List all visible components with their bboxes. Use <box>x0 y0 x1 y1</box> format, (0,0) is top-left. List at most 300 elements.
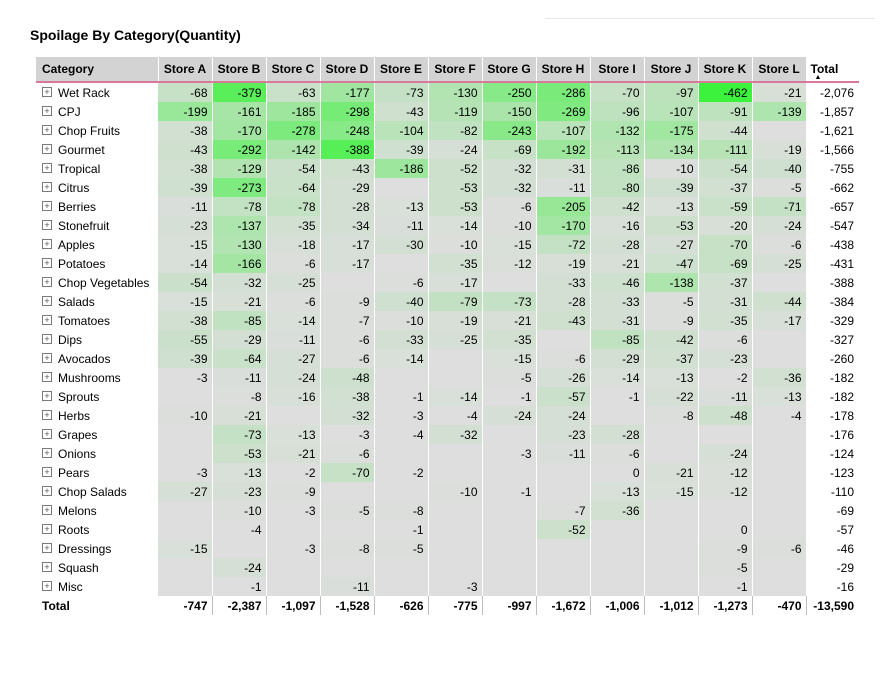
table-cell[interactable] <box>752 463 806 482</box>
row-header-salads[interactable] <box>36 292 158 311</box>
expand-plus-icon[interactable]: + <box>42 524 52 534</box>
column-header-store-h[interactable]: Store H <box>536 57 590 82</box>
table-cell[interactable]: -10 <box>374 311 428 330</box>
expand-plus-icon[interactable]: + <box>42 353 52 363</box>
table-cell[interactable]: -6 <box>752 235 806 254</box>
table-cell[interactable] <box>320 520 374 539</box>
table-cell[interactable]: -13 <box>266 425 320 444</box>
column-header-store-g[interactable]: Store G <box>482 57 536 82</box>
table-cell[interactable]: -24 <box>266 368 320 387</box>
table-cell[interactable]: -35 <box>428 254 482 273</box>
table-cell[interactable]: -53 <box>428 178 482 197</box>
table-cell[interactable]: -15 <box>158 292 212 311</box>
table-cell[interactable] <box>320 558 374 577</box>
table-cell[interactable]: -5 <box>698 558 752 577</box>
table-cell[interactable] <box>482 463 536 482</box>
table-cell[interactable]: -23 <box>212 482 266 501</box>
table-cell[interactable]: -10 <box>428 235 482 254</box>
row-header-squash[interactable] <box>36 558 158 577</box>
table-cell[interactable]: -104 <box>374 121 428 140</box>
table-cell[interactable]: -35 <box>698 311 752 330</box>
table-cell[interactable]: -14 <box>428 216 482 235</box>
table-cell[interactable] <box>374 482 428 501</box>
table-cell[interactable]: -24 <box>752 216 806 235</box>
table-cell[interactable]: -11 <box>374 216 428 235</box>
table-cell[interactable]: -3 <box>482 444 536 463</box>
table-cell[interactable]: -6 <box>752 539 806 558</box>
table-cell[interactable]: -23 <box>536 425 590 444</box>
table-cell[interactable]: -43 <box>374 102 428 121</box>
table-cell[interactable] <box>536 482 590 501</box>
table-cell[interactable]: -3 <box>374 406 428 425</box>
table-cell[interactable]: -17 <box>428 273 482 292</box>
table-cell[interactable] <box>428 444 482 463</box>
table-cell[interactable] <box>428 539 482 558</box>
table-cell[interactable]: -21 <box>644 463 698 482</box>
expand-plus-icon[interactable]: + <box>42 201 52 211</box>
table-cell[interactable]: -1 <box>374 387 428 406</box>
expand-plus-icon[interactable]: + <box>42 505 52 515</box>
table-cell[interactable]: -14 <box>266 311 320 330</box>
expand-plus-icon[interactable]: + <box>42 125 52 135</box>
table-cell[interactable] <box>428 501 482 520</box>
table-cell[interactable]: -38 <box>320 387 374 406</box>
table-cell[interactable]: -243 <box>482 121 536 140</box>
table-cell[interactable]: -68 <box>158 82 212 102</box>
table-cell[interactable]: -6 <box>320 330 374 349</box>
table-cell[interactable]: -139 <box>752 102 806 121</box>
expand-plus-icon[interactable]: + <box>42 486 52 496</box>
table-cell[interactable]: -6 <box>698 330 752 349</box>
table-cell[interactable]: -30 <box>374 235 428 254</box>
table-cell[interactable]: -13 <box>374 197 428 216</box>
row-header-chop-vegetables[interactable] <box>36 273 158 292</box>
table-cell[interactable]: -248 <box>320 121 374 140</box>
table-cell[interactable]: -33 <box>590 292 644 311</box>
expand-plus-icon[interactable]: + <box>42 391 52 401</box>
table-cell[interactable]: -53 <box>644 216 698 235</box>
expand-plus-icon[interactable]: + <box>42 315 52 325</box>
table-cell[interactable]: -53 <box>428 197 482 216</box>
table-cell[interactable] <box>482 520 536 539</box>
table-cell[interactable]: -16 <box>590 216 644 235</box>
table-cell[interactable]: -13 <box>644 368 698 387</box>
table-cell[interactable]: -15 <box>482 235 536 254</box>
table-cell[interactable] <box>698 501 752 520</box>
table-cell[interactable]: -7 <box>536 501 590 520</box>
table-cell[interactable] <box>158 520 212 539</box>
expand-plus-icon[interactable]: + <box>42 144 52 154</box>
table-cell[interactable] <box>482 577 536 596</box>
column-header-store-a[interactable]: Store A <box>158 57 212 82</box>
row-header-misc[interactable] <box>36 577 158 596</box>
table-cell[interactable]: -379 <box>212 82 266 102</box>
table-cell[interactable] <box>428 349 482 368</box>
table-cell[interactable]: -24 <box>698 444 752 463</box>
expand-plus-icon[interactable]: + <box>42 410 52 420</box>
table-cell[interactable]: -24 <box>428 140 482 159</box>
table-cell[interactable]: -36 <box>590 501 644 520</box>
table-cell[interactable]: -298 <box>320 102 374 121</box>
table-cell[interactable]: -37 <box>698 178 752 197</box>
table-cell[interactable] <box>320 273 374 292</box>
table-cell[interactable]: -142 <box>266 140 320 159</box>
column-header-total[interactable] <box>806 57 858 82</box>
table-cell[interactable] <box>158 558 212 577</box>
table-cell[interactable]: -17 <box>752 311 806 330</box>
table-cell[interactable] <box>752 330 806 349</box>
table-cell[interactable]: -40 <box>374 292 428 311</box>
table-cell[interactable] <box>644 520 698 539</box>
table-cell[interactable]: -31 <box>590 311 644 330</box>
table-cell[interactable]: -12 <box>698 482 752 501</box>
table-cell[interactable]: -1 <box>212 577 266 596</box>
row-header-chop-salads[interactable] <box>36 482 158 501</box>
table-cell[interactable]: -43 <box>320 159 374 178</box>
table-cell[interactable]: -29 <box>590 349 644 368</box>
table-cell[interactable]: -71 <box>752 197 806 216</box>
table-cell[interactable]: -97 <box>644 82 698 102</box>
table-cell[interactable] <box>644 539 698 558</box>
table-cell[interactable]: -2 <box>266 463 320 482</box>
table-cell[interactable] <box>482 539 536 558</box>
table-cell[interactable] <box>536 539 590 558</box>
table-cell[interactable] <box>158 387 212 406</box>
table-cell[interactable]: -1 <box>482 387 536 406</box>
table-cell[interactable] <box>644 577 698 596</box>
table-cell[interactable]: -205 <box>536 197 590 216</box>
table-cell[interactable]: -170 <box>536 216 590 235</box>
table-cell[interactable]: -24 <box>482 406 536 425</box>
row-header-citrus[interactable] <box>36 178 158 197</box>
table-cell[interactable]: -150 <box>482 102 536 121</box>
expand-plus-icon[interactable]: + <box>42 106 52 116</box>
table-cell[interactable]: -24 <box>212 558 266 577</box>
expand-plus-icon[interactable]: + <box>42 163 52 173</box>
table-cell[interactable]: -10 <box>428 482 482 501</box>
column-header-store-l[interactable]: Store L <box>752 57 806 82</box>
table-cell[interactable]: -11 <box>158 197 212 216</box>
table-cell[interactable]: -9 <box>266 482 320 501</box>
table-cell[interactable]: -199 <box>158 102 212 121</box>
table-cell[interactable]: -269 <box>536 102 590 121</box>
table-cell[interactable]: -273 <box>212 178 266 197</box>
table-cell[interactable]: -21 <box>266 444 320 463</box>
row-header-berries[interactable] <box>36 197 158 216</box>
table-cell[interactable]: -69 <box>482 140 536 159</box>
expand-plus-icon[interactable]: + <box>42 581 52 591</box>
table-cell[interactable] <box>374 368 428 387</box>
table-cell[interactable]: -43 <box>158 140 212 159</box>
expand-plus-icon[interactable]: + <box>42 239 52 249</box>
table-cell[interactable]: -15 <box>482 349 536 368</box>
table-cell[interactable]: -29 <box>320 178 374 197</box>
table-cell[interactable]: -14 <box>428 387 482 406</box>
row-header-dips[interactable] <box>36 330 158 349</box>
table-cell[interactable]: -1 <box>698 577 752 596</box>
table-cell[interactable] <box>752 520 806 539</box>
table-cell[interactable]: -10 <box>158 406 212 425</box>
table-cell[interactable]: -22 <box>644 387 698 406</box>
table-cell[interactable]: -8 <box>644 406 698 425</box>
row-header-pears[interactable] <box>36 463 158 482</box>
column-header-store-b[interactable]: Store B <box>212 57 266 82</box>
table-cell[interactable] <box>590 406 644 425</box>
table-cell[interactable]: -63 <box>266 82 320 102</box>
table-cell[interactable]: -9 <box>698 539 752 558</box>
table-cell[interactable]: -53 <box>212 444 266 463</box>
row-header-tomatoes[interactable] <box>36 311 158 330</box>
table-cell[interactable]: -91 <box>698 102 752 121</box>
table-cell[interactable]: -4 <box>212 520 266 539</box>
table-cell[interactable]: -32 <box>320 406 374 425</box>
table-cell[interactable]: -55 <box>158 330 212 349</box>
table-cell[interactable]: -38 <box>158 121 212 140</box>
table-cell[interactable]: -14 <box>590 368 644 387</box>
row-header-potatoes[interactable] <box>36 254 158 273</box>
table-cell[interactable]: -5 <box>482 368 536 387</box>
table-cell[interactable]: -27 <box>266 349 320 368</box>
row-header-apples[interactable] <box>36 235 158 254</box>
table-cell[interactable]: -132 <box>590 121 644 140</box>
table-cell[interactable]: -64 <box>266 178 320 197</box>
table-cell[interactable] <box>752 349 806 368</box>
table-cell[interactable] <box>752 482 806 501</box>
table-cell[interactable] <box>428 368 482 387</box>
table-cell[interactable]: -64 <box>212 349 266 368</box>
table-cell[interactable]: -21 <box>752 82 806 102</box>
table-cell[interactable]: -96 <box>590 102 644 121</box>
table-cell[interactable]: -37 <box>644 349 698 368</box>
table-cell[interactable] <box>590 577 644 596</box>
table-cell[interactable] <box>752 558 806 577</box>
table-cell[interactable] <box>266 406 320 425</box>
table-cell[interactable]: -19 <box>536 254 590 273</box>
table-cell[interactable]: -54 <box>158 273 212 292</box>
table-cell[interactable]: -21 <box>212 406 266 425</box>
table-cell[interactable]: -21 <box>482 311 536 330</box>
table-cell[interactable]: -177 <box>320 82 374 102</box>
table-cell[interactable]: -25 <box>752 254 806 273</box>
table-cell[interactable]: -2 <box>374 463 428 482</box>
table-cell[interactable]: -23 <box>158 216 212 235</box>
table-cell[interactable]: -9 <box>644 311 698 330</box>
table-cell[interactable]: -13 <box>212 463 266 482</box>
table-cell[interactable]: -134 <box>644 140 698 159</box>
table-cell[interactable]: -44 <box>752 292 806 311</box>
table-cell[interactable]: -1 <box>590 387 644 406</box>
expand-plus-icon[interactable]: + <box>42 258 52 268</box>
table-cell[interactable]: -8 <box>320 539 374 558</box>
table-cell[interactable]: -3 <box>320 425 374 444</box>
table-cell[interactable]: -14 <box>158 254 212 273</box>
table-cell[interactable]: -111 <box>698 140 752 159</box>
table-cell[interactable]: -15 <box>158 235 212 254</box>
row-header-herbs[interactable] <box>36 406 158 425</box>
table-cell[interactable] <box>752 121 806 140</box>
table-cell[interactable]: -462 <box>698 82 752 102</box>
table-cell[interactable]: -250 <box>482 82 536 102</box>
table-cell[interactable]: -11 <box>320 577 374 596</box>
table-cell[interactable]: -286 <box>536 82 590 102</box>
table-cell[interactable]: -31 <box>698 292 752 311</box>
table-cell[interactable]: -28 <box>536 292 590 311</box>
table-cell[interactable]: -69 <box>698 254 752 273</box>
table-cell[interactable]: -70 <box>590 82 644 102</box>
table-cell[interactable]: -28 <box>590 425 644 444</box>
table-cell[interactable] <box>644 501 698 520</box>
table-cell[interactable]: -4 <box>428 406 482 425</box>
table-cell[interactable]: -18 <box>266 235 320 254</box>
table-cell[interactable]: -70 <box>698 235 752 254</box>
table-cell[interactable] <box>158 577 212 596</box>
table-cell[interactable]: -23 <box>698 349 752 368</box>
table-cell[interactable]: -78 <box>266 197 320 216</box>
table-cell[interactable] <box>428 520 482 539</box>
table-cell[interactable]: -25 <box>266 273 320 292</box>
table-cell[interactable]: -186 <box>374 159 428 178</box>
table-cell[interactable] <box>482 501 536 520</box>
table-cell[interactable] <box>752 425 806 444</box>
table-cell[interactable]: -59 <box>698 197 752 216</box>
table-cell[interactable]: -52 <box>428 159 482 178</box>
table-cell[interactable]: -31 <box>536 159 590 178</box>
expand-plus-icon[interactable]: + <box>42 429 52 439</box>
table-cell[interactable]: -80 <box>590 178 644 197</box>
table-cell[interactable]: -72 <box>536 235 590 254</box>
expand-plus-icon[interactable]: + <box>42 220 52 230</box>
table-cell[interactable] <box>482 273 536 292</box>
table-cell[interactable]: -388 <box>320 140 374 159</box>
table-cell[interactable]: -52 <box>536 520 590 539</box>
table-cell[interactable]: -12 <box>482 254 536 273</box>
table-cell[interactable]: -292 <box>212 140 266 159</box>
table-cell[interactable]: -34 <box>320 216 374 235</box>
table-cell[interactable] <box>536 558 590 577</box>
table-cell[interactable]: -13 <box>752 387 806 406</box>
column-header-store-k[interactable]: Store K <box>698 57 752 82</box>
expand-plus-icon[interactable]: + <box>42 372 52 382</box>
table-cell[interactable]: -16 <box>266 387 320 406</box>
expand-plus-icon[interactable]: + <box>42 562 52 572</box>
table-cell[interactable]: -175 <box>644 121 698 140</box>
table-cell[interactable]: -27 <box>644 235 698 254</box>
table-cell[interactable]: -7 <box>320 311 374 330</box>
table-cell[interactable]: -6 <box>482 197 536 216</box>
table-cell[interactable]: -79 <box>428 292 482 311</box>
table-cell[interactable]: -11 <box>698 387 752 406</box>
table-cell[interactable]: -32 <box>212 273 266 292</box>
table-cell[interactable]: -161 <box>212 102 266 121</box>
table-cell[interactable] <box>374 577 428 596</box>
table-cell[interactable] <box>212 539 266 558</box>
expand-plus-icon[interactable]: + <box>42 277 52 287</box>
table-cell[interactable]: -17 <box>320 235 374 254</box>
table-cell[interactable]: -19 <box>752 140 806 159</box>
table-cell[interactable] <box>428 463 482 482</box>
table-cell[interactable]: -5 <box>752 178 806 197</box>
table-cell[interactable]: -192 <box>536 140 590 159</box>
table-cell[interactable]: -4 <box>752 406 806 425</box>
table-cell[interactable]: -42 <box>644 330 698 349</box>
table-cell[interactable]: -1 <box>374 520 428 539</box>
table-cell[interactable]: -32 <box>428 425 482 444</box>
table-cell[interactable]: -78 <box>212 197 266 216</box>
expand-plus-icon[interactable]: + <box>42 467 52 477</box>
row-header-melons[interactable] <box>36 501 158 520</box>
table-cell[interactable]: -10 <box>482 216 536 235</box>
table-cell[interactable] <box>752 577 806 596</box>
table-cell[interactable]: -6 <box>320 444 374 463</box>
table-cell[interactable]: -19 <box>428 311 482 330</box>
table-cell[interactable]: -29 <box>212 330 266 349</box>
table-cell[interactable]: -1 <box>482 482 536 501</box>
table-cell[interactable]: -10 <box>212 501 266 520</box>
table-cell[interactable] <box>266 577 320 596</box>
table-cell[interactable]: -39 <box>158 349 212 368</box>
table-cell[interactable]: -12 <box>698 463 752 482</box>
table-cell[interactable]: -13 <box>644 197 698 216</box>
expand-plus-icon[interactable]: + <box>42 334 52 344</box>
table-cell[interactable] <box>590 558 644 577</box>
table-cell[interactable]: -43 <box>536 311 590 330</box>
table-cell[interactable] <box>158 425 212 444</box>
table-cell[interactable] <box>482 558 536 577</box>
row-header-sprouts[interactable] <box>36 387 158 406</box>
table-cell[interactable] <box>374 178 428 197</box>
table-cell[interactable]: -25 <box>428 330 482 349</box>
table-cell[interactable]: -13 <box>590 482 644 501</box>
table-cell[interactable]: -38 <box>158 159 212 178</box>
table-cell[interactable]: -6 <box>266 292 320 311</box>
table-cell[interactable]: -33 <box>536 273 590 292</box>
table-cell[interactable]: -85 <box>590 330 644 349</box>
table-cell[interactable] <box>266 520 320 539</box>
table-cell[interactable] <box>536 330 590 349</box>
table-cell[interactable]: -37 <box>698 273 752 292</box>
table-cell[interactable]: -48 <box>320 368 374 387</box>
table-cell[interactable]: -11 <box>536 178 590 197</box>
table-cell[interactable]: -38 <box>158 311 212 330</box>
expand-plus-icon[interactable]: + <box>42 296 52 306</box>
row-header-roots[interactable] <box>36 520 158 539</box>
table-cell[interactable]: -107 <box>644 102 698 121</box>
table-cell[interactable]: -73 <box>374 82 428 102</box>
table-cell[interactable]: -48 <box>698 406 752 425</box>
table-cell[interactable]: -185 <box>266 102 320 121</box>
table-cell[interactable]: -32 <box>482 159 536 178</box>
table-cell[interactable]: -3 <box>428 577 482 596</box>
table-cell[interactable]: -3 <box>266 539 320 558</box>
table-cell[interactable]: -6 <box>590 444 644 463</box>
table-cell[interactable]: -27 <box>158 482 212 501</box>
table-cell[interactable]: -11 <box>212 368 266 387</box>
table-cell[interactable]: -36 <box>752 368 806 387</box>
table-cell[interactable] <box>266 558 320 577</box>
expand-plus-icon[interactable]: + <box>42 543 52 553</box>
table-cell[interactable] <box>752 444 806 463</box>
table-cell[interactable]: -3 <box>158 463 212 482</box>
table-cell[interactable]: -54 <box>698 159 752 178</box>
row-header-wet-rack[interactable] <box>36 82 158 102</box>
table-cell[interactable]: -39 <box>374 140 428 159</box>
column-header-store-i[interactable]: Store I <box>590 57 644 82</box>
table-cell[interactable]: 0 <box>698 520 752 539</box>
table-cell[interactable]: -11 <box>536 444 590 463</box>
table-cell[interactable] <box>320 482 374 501</box>
table-cell[interactable]: 0 <box>590 463 644 482</box>
table-cell[interactable]: -86 <box>590 159 644 178</box>
